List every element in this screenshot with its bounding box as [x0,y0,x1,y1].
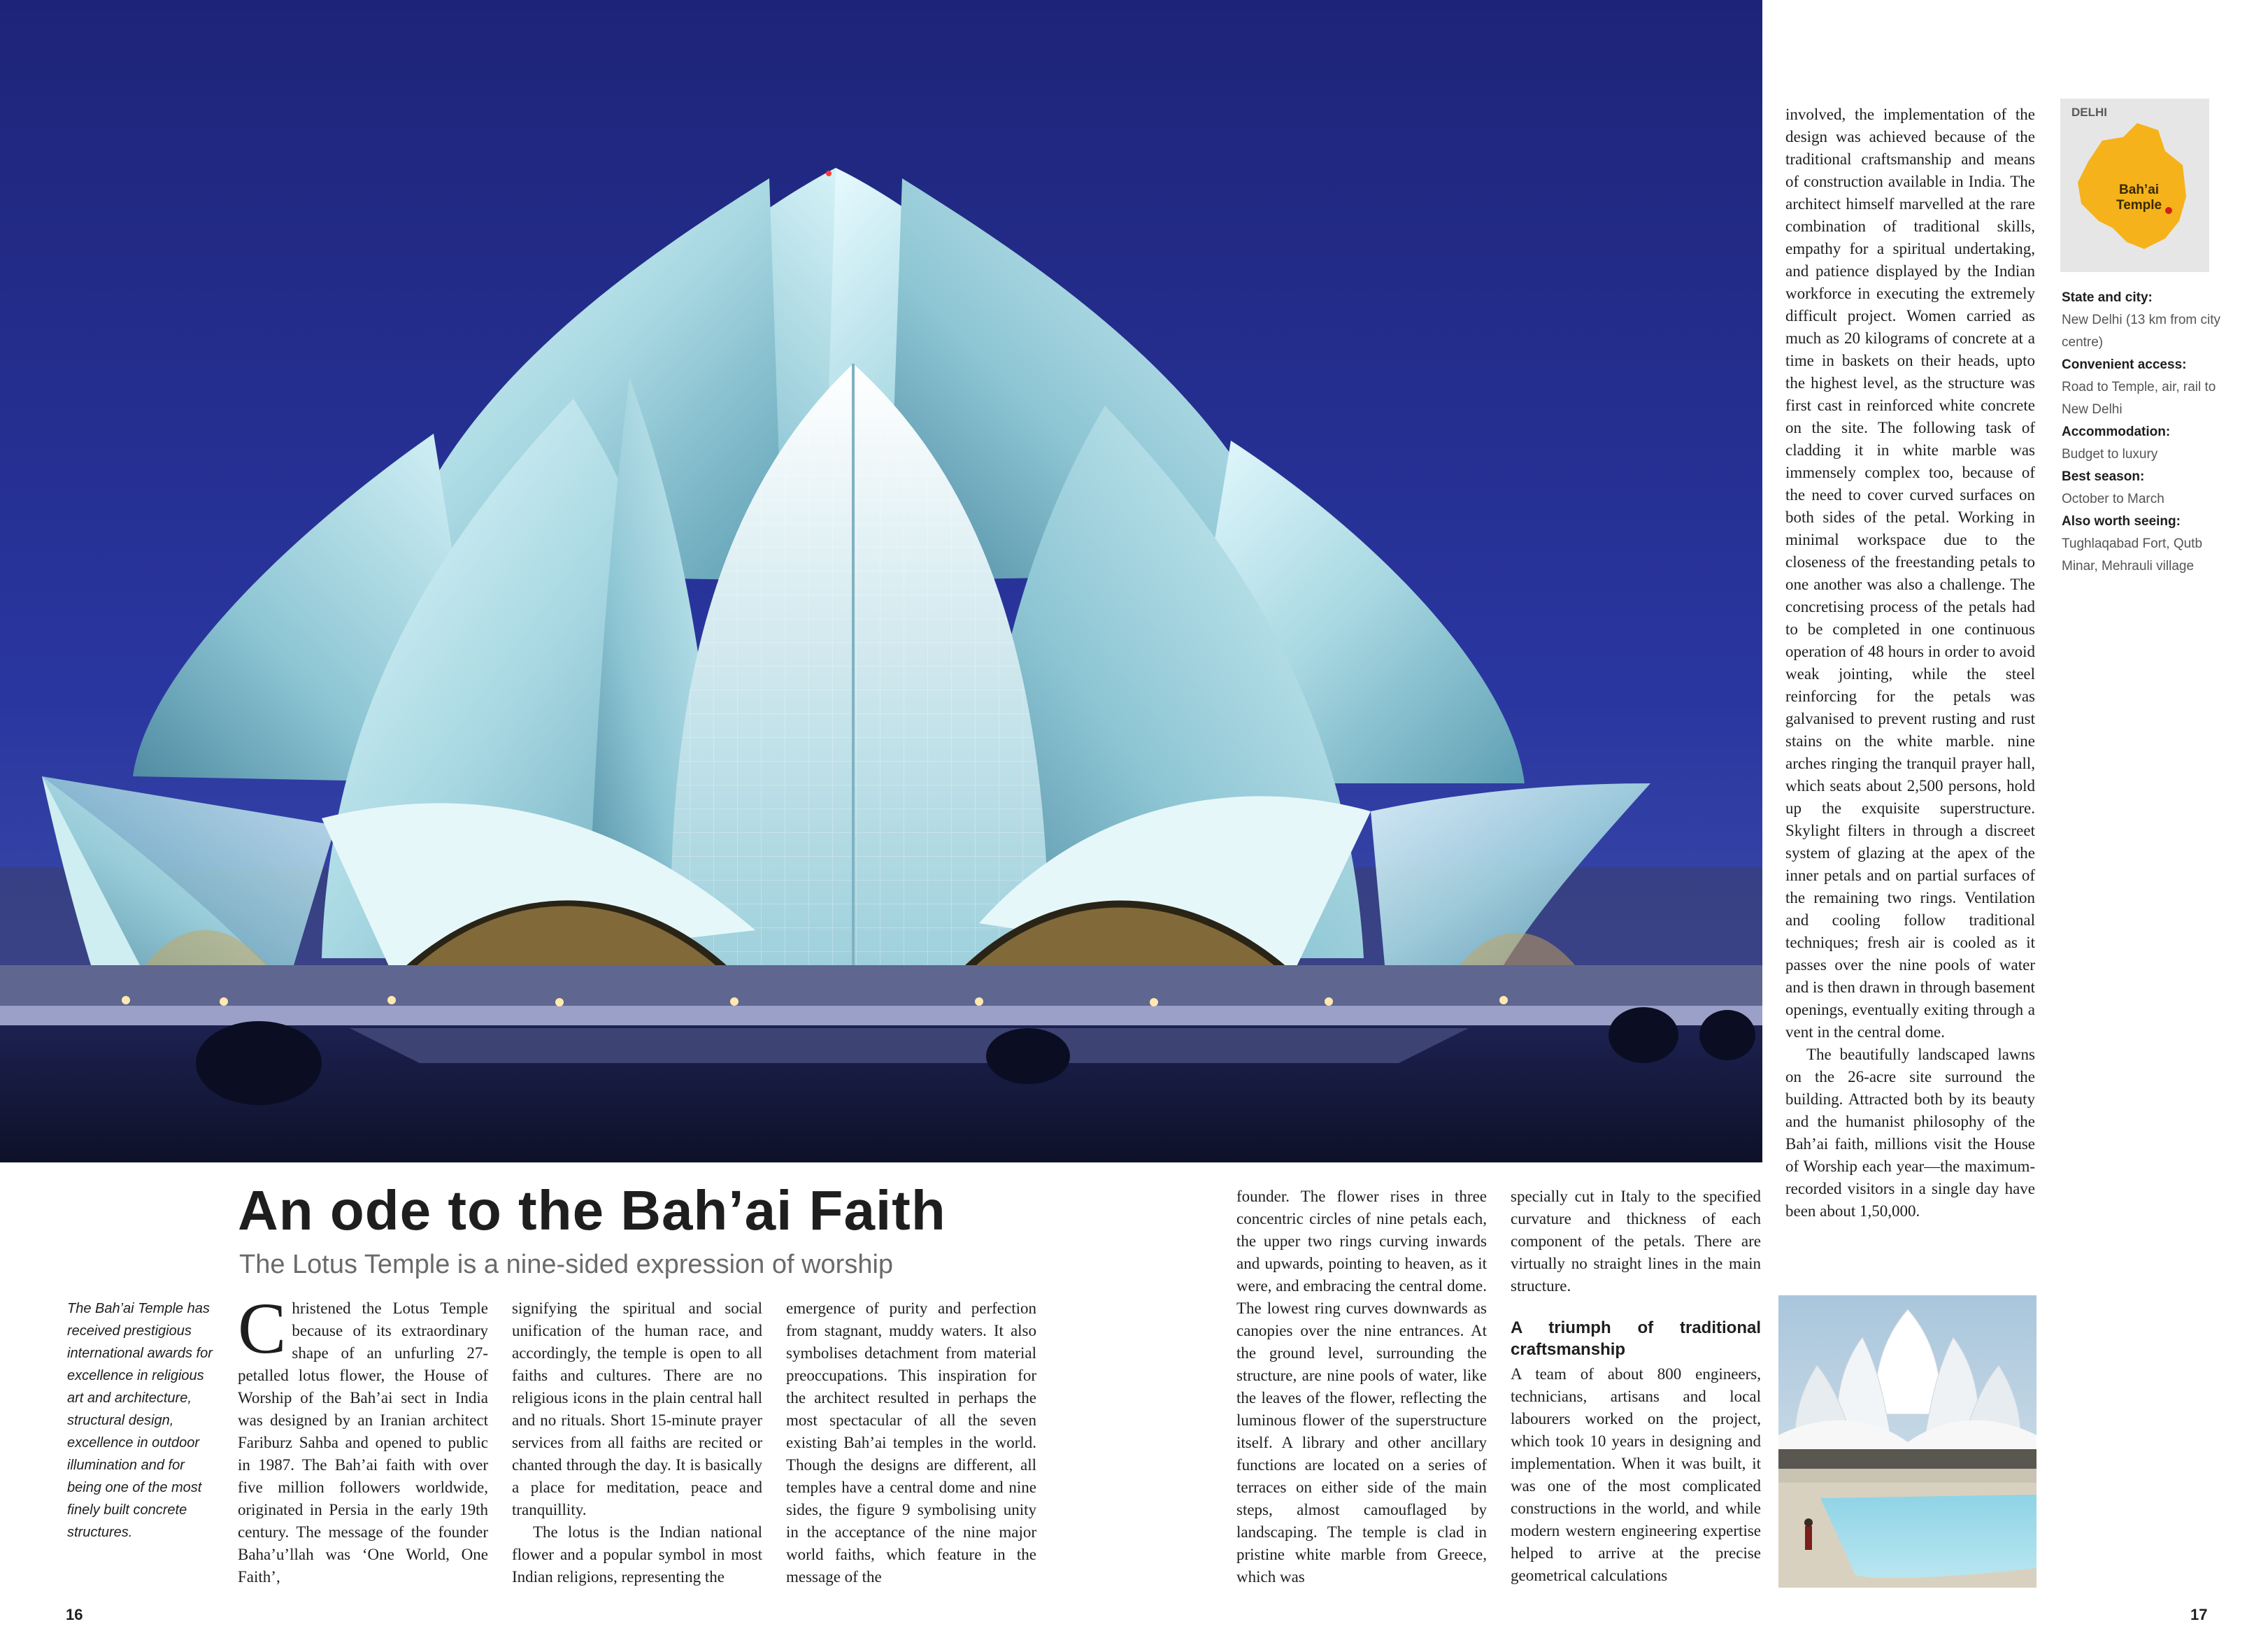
map-site-label-line-2: Temple [2116,198,2162,213]
map-site-label [2116,183,2162,213]
fact-label-worth-seeing: Also worth seeing: [2062,514,2181,529]
article-column-6 [1785,104,2035,1223]
column-4-text: founder. The flower rises in three concentric circles of nine petals each, the upper two rings curving inwards and upwards, pointing to heaven, as it were, and embracing the central dome. The lowest ring curves downwards as canopies over the nine entrances. At the ground level, surrounding the structure, are nine pools of water, like the leaves of the flower, reflecting the luminous flower of the superstructure itself. A library and other ancillary functions are located on a series of terraces on either side of the main steps, almost camouflaged by landscaping. The temple is clad in pristine white marble from Greece, which was [1236,1188,1487,1586]
article-column-4 [1236,1185,1487,1588]
page-number-right: 17 [2190,1606,2208,1623]
fact-value-accommodation: Budget to luxury [2062,447,2158,462]
article-column-1 [238,1288,488,1588]
fact-label-state: State and city: [2062,290,2153,305]
map-site-label-line-1: Bah’ai [2119,183,2160,197]
drop-cap: C [238,1288,287,1369]
article-column-5 [1511,1185,1761,1587]
map-region-label: DELHI [2071,106,2107,119]
column-5-paragraph-1: specially cut in Italy to the specified curvature and thickness of each component of the petals. There are virtually no straight lines in the main structure. [1511,1188,1761,1295]
fact-label-season: Best season: [2062,469,2145,484]
fact-value-state: New Delhi (13 km from city centre) [2062,313,2220,350]
photo-caption: The Bah’ai Temple has received prestigious international awards for excellence in religious art and architecture, structural design, excellence in outdoor illumination and for being one of the most finely built concrete structures. [67,1301,213,1540]
fact-label-access: Convenient access: [2062,357,2187,372]
fact-value-worth-seeing: Tughlaqabad Fort, Qutb Minar, Mehrauli village [2062,536,2203,574]
headline: An ode to the Bah’ai Faith [238,1179,946,1241]
section-heading: A triumph of traditional craftsmanship [1511,1318,1761,1359]
column-6-paragraph-2: The beautifully landscaped lawns on the 26-acre site surround the building. Attracted both by its beauty and the humanist philosophy of the Bah’ai faith, millions visit the House of Worship each year—the maximum-recorded visitors in a single day have been about 1,50,000. [1785,1046,2035,1220]
lotus-temple-day-photo [1778,1295,2036,1588]
article-column-3 [786,1297,1036,1588]
article-column-2 [512,1297,762,1588]
fact-label-accommodation: Accommodation: [2062,425,2171,439]
fact-box [2062,287,2223,578]
column-1-text: hristened the Lotus Temple because of its extraordinary shape of an unfurling 27-petalled lotus flower, the House of Worship of the Bah’ai sect in India was designed by an Iranian architect Fariburz Sahba and opened to public in 1987. The Bah’ai faith with over five million followers worldwide, originated in Persia in the early 19th century. The message of the founder Baha’u’llah was ‘One World, One Faith’, [238,1299,488,1586]
column-5-paragraph-2: A team of about 800 engineers, technicians, artisans and local labourers worked on the project, which took 10 years in designing and implementation. When it was built, it was one of the most complicated constructions in the world, and while modern western engineering expertise helped to arrive at the precise geometrical calculations [1511,1365,1761,1584]
column-2-paragraph-1: signifying the spiritual and social unification of the human race, and accordingly, the temple is open to all faiths and cultures. There are no religious icons in the plain central hall and no rituals. Short 15-minute prayer services from all faiths are recited or chanted through the day. It is basically a place for meditation, peace and tranquillity. [512,1299,762,1518]
column-2-paragraph-2: The lotus is the Indian national flower and a popular symbol in most Indian religions, representing the [512,1523,762,1586]
delhi-locator-map [2060,99,2209,272]
page-number-left: 16 [66,1606,83,1623]
subheadline: The Lotus Temple is a nine-sided expression of worship [239,1250,894,1279]
fact-value-access: Road to Temple, air, rail to New Delhi [2062,380,2216,417]
column-6-paragraph-1: involved, the implementation of the design was achieved because of the traditional craftsmanship and means of construction available in India. The architect himself marvelled at the rare combination of traditional skills, empathy for a spiritual undertaking, and patience displayed by the Indian workforce in executing the extremely difficult project. Women carried as much as 20 kilograms of concrete at a time in baskets on their heads, upto the highest level, as the structure was first cast in reinforced white concrete on the site. The following task of cladding it in white marble was immensely complex too, because of the need to cover curved surfaces on both sides of the petal. Working in minimal workspace due to the closeness of the freestanding petals to one another was also a challenge. The concretising process of the petals had to be completed in one continuous operation of 48 hours in order to avoid weak jointing, while the steel reinforcing for the petals was galvanised to prevent rusting and rust stains on the white marble. nine arches ringing the tranquil prayer hall, which seats about 2,500 persons, hold up the exquisite superstructure. Skylight filters in through a discreet system of glazing at the apex of the inner petals and on partial surfaces of the remaining two rings. Ventilation and cooling follow traditional techniques; fresh air is cooled as it passes over the nine pools of water and is then drawn in through basement openings, eventually exiting through a vent in the central dome. [1785,106,2035,1041]
fact-value-season: October to March [2062,492,2164,506]
column-3-text: emergence of purity and perfection from stagnant, muddy waters. It also symbolises detachment from material preoccupations. This inspiration for the architect resulted in perhaps the most spectacular of all the seven existing Bah’ai temples in the world. Though the designs are different, all temples have a central dome and nine sides, the figure 9 symbolising unity in the acceptance of the nine major world faiths, which feature in the message of the [786,1299,1036,1586]
